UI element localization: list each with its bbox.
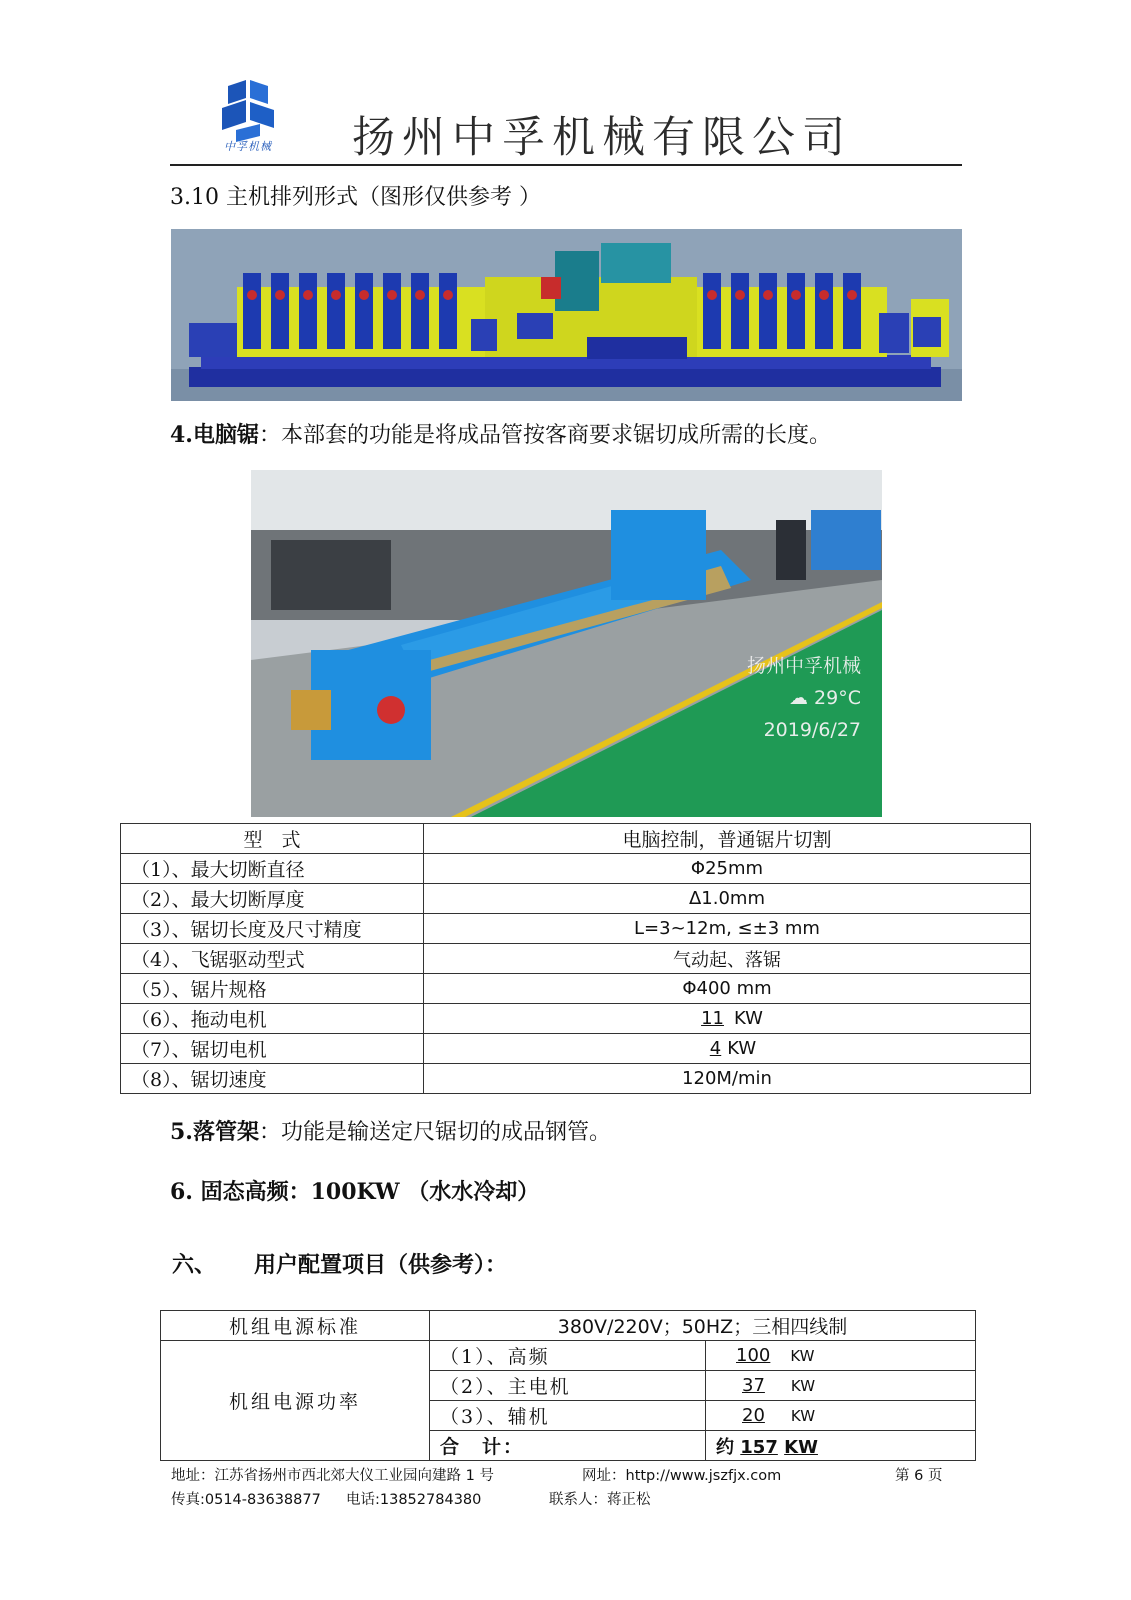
spec-value: 电脑控制，普通锯片切割 <box>424 824 1031 854</box>
photo-watermark-date: 2019/6/27 <box>763 719 861 741</box>
section-six-num: 六、 <box>172 1252 217 1278</box>
logo-text: 中孚机械 <box>224 140 272 153</box>
power-item-label: （1）、高频 <box>430 1341 706 1371</box>
power-item-unit: KW <box>790 1347 815 1365</box>
spec-label: （2）、最大切断厚度 <box>121 884 424 914</box>
spec-label: （6）、拖动电机 <box>121 1004 424 1034</box>
table-row <box>121 854 1031 884</box>
power-total-value <box>706 1431 976 1461</box>
header-divider <box>170 164 962 166</box>
power-total-label: 合 计： <box>430 1431 706 1461</box>
cloud-icon: ☁ <box>789 687 815 709</box>
spec-unit: KW <box>733 1008 763 1029</box>
spec-value: 气动起、落锯 <box>424 944 1031 974</box>
power-total-number: 157 <box>740 1436 778 1458</box>
power-standard-value: 380V/220V；50HZ；三相四线制 <box>430 1311 976 1341</box>
table-row <box>121 974 1031 1004</box>
table-row <box>161 1341 976 1371</box>
spec-label: （8）、锯切速度 <box>121 1064 424 1094</box>
power-item-number: 100 <box>736 1345 771 1366</box>
power-item-number: 37 <box>742 1375 765 1396</box>
spec-value: Φ400 mm <box>424 974 1031 1004</box>
spec-value <box>424 1004 1031 1034</box>
saw-spec-table <box>120 823 1031 1094</box>
cutoff-saw-photo <box>251 470 882 817</box>
footer-page-number: 第 6 页 <box>895 1468 943 1484</box>
section-4-term: 电脑锯 <box>192 422 259 448</box>
power-item-label: （3）、辅机 <box>430 1401 706 1431</box>
spec-number: 11 <box>701 1008 724 1029</box>
spec-value: Φ25mm <box>424 854 1031 884</box>
footer-contact: 联系人：蒋正松 <box>549 1492 651 1508</box>
spec-number: 4 <box>709 1038 722 1059</box>
spec-value <box>424 1034 1031 1064</box>
mill-layout-diagram <box>171 229 962 401</box>
section-5-desc: ：功能是输送定尺锯切的成品钢管。 <box>258 1120 611 1145</box>
power-item-value <box>706 1371 976 1401</box>
section-4-heading <box>170 418 831 449</box>
company-name: 扬州中孚机械有限公司 <box>352 113 852 163</box>
spec-value: L=3~12m, ≤±3 mm <box>424 914 1031 944</box>
spec-label: （4）、飞锯驱动型式 <box>121 944 424 974</box>
table-row <box>121 914 1031 944</box>
footer-phone: 电话:13852784380 <box>346 1492 482 1508</box>
section-5-term: 落管架 <box>192 1119 259 1145</box>
spec-value: Δ1.0mm <box>424 884 1031 914</box>
spec-label: （5）、锯片规格 <box>121 974 424 1004</box>
photo-watermark-temp: ☁ 29°C <box>789 687 861 709</box>
power-item-label: （2）、主电机 <box>430 1371 706 1401</box>
section-4-desc: ：本部套的功能是将成品管按客商要求锯切成所需的长度。 <box>258 423 831 448</box>
section-six-title: 用户配置项目（供参考）： <box>254 1252 508 1278</box>
section-3-10-title: 3.10 主机排列形式（图形仅供参考 ） <box>170 185 541 210</box>
power-config-table <box>160 1310 976 1461</box>
section-5-heading <box>170 1115 611 1146</box>
power-item-number: 20 <box>742 1405 765 1426</box>
saw-photo-image <box>251 470 882 817</box>
table-row <box>121 944 1031 974</box>
table-row <box>121 1064 1031 1094</box>
table-row <box>161 1311 976 1341</box>
photo-watermark-brand: 扬州中孚机械 <box>746 655 861 677</box>
spec-value: 120M/min <box>424 1064 1031 1094</box>
power-item-value <box>706 1401 976 1431</box>
section-4-num: 4. <box>170 422 193 448</box>
spec-label: （7）、锯切电机 <box>121 1034 424 1064</box>
power-total-prefix: 约 <box>716 1436 734 1458</box>
power-item-value <box>706 1341 976 1371</box>
table-row <box>121 1004 1031 1034</box>
table-row <box>121 884 1031 914</box>
spec-unit: KW <box>727 1038 757 1059</box>
power-label: 机组电源功率 <box>161 1341 430 1461</box>
section-6-heading: 6. 固态高频：100KW （水水冷却） <box>170 1179 540 1205</box>
table-row <box>121 1034 1031 1064</box>
spec-label: 型 式 <box>121 824 424 854</box>
spec-label: （3）、锯切长度及尺寸精度 <box>121 914 424 944</box>
power-item-unit: KW <box>790 1407 816 1425</box>
section-5-num: 5. <box>170 1119 193 1145</box>
spec-label: （1）、最大切断直径 <box>121 854 424 884</box>
power-standard-label: 机组电源标准 <box>161 1311 430 1341</box>
footer-fax: 传真:0514-83638877 <box>171 1492 321 1508</box>
table-row <box>121 824 1031 854</box>
power-total-unit: KW <box>784 1436 818 1458</box>
footer-address: 地址：江苏省扬州市西北郊大仪工业园向建路 1 号 <box>171 1468 494 1484</box>
power-item-unit: KW <box>790 1377 816 1395</box>
footer-website: 网址：http://www.jszfjx.com <box>582 1468 782 1484</box>
